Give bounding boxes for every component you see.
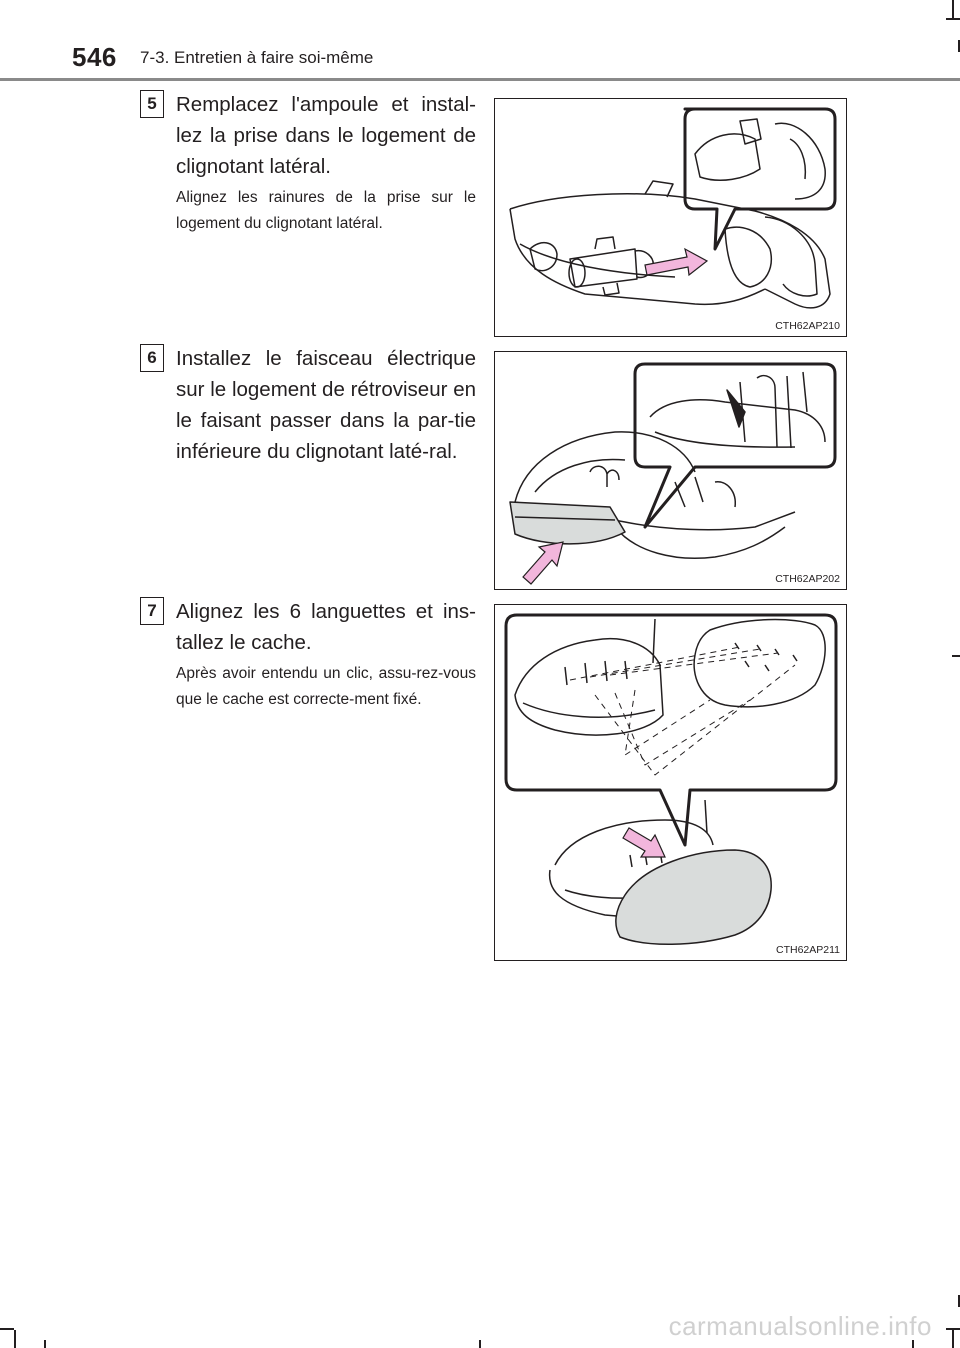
step-number-badge: 7 bbox=[140, 597, 164, 625]
mirror-cover-drawing bbox=[495, 605, 846, 960]
step-note: Alignez les rainures de la prise sur le logement du clignotant latéral. bbox=[176, 189, 476, 232]
illustration-bulb-socket bbox=[494, 98, 847, 337]
step-instruction: Alignez les 6 languettes et ins-tallez le cache. bbox=[176, 600, 476, 654]
step-instruction: Installez le faisceau électrique sur le logement de rétroviseur en le faisant passer dans la par-tie inférieure du clignotant laté-ral. bbox=[176, 347, 476, 463]
crop-mark bbox=[479, 1340, 481, 1348]
figure-code: CTH62AP202 bbox=[775, 573, 840, 585]
step-note: Après avoir entendu un clic, assu-rez-vous que le cache est correcte-ment fixé. bbox=[176, 665, 476, 708]
figure-code: CTH62AP211 bbox=[775, 944, 840, 956]
page-number: 546 bbox=[72, 42, 117, 72]
figure-code: CTH62AP210 bbox=[775, 320, 840, 332]
wiring-harness-drawing bbox=[495, 352, 846, 589]
illustration-wiring-harness bbox=[494, 351, 847, 590]
crop-mark bbox=[952, 1330, 954, 1348]
step-number-badge: 6 bbox=[140, 344, 164, 372]
watermark: carmanualsonline.info bbox=[668, 1311, 932, 1341]
bulb-socket-drawing bbox=[495, 99, 846, 336]
illustration-mirror-cover bbox=[494, 604, 847, 961]
section-title: 7-3. Entretien à faire soi-même bbox=[140, 48, 374, 67]
crop-mark bbox=[946, 18, 960, 20]
crop-mark bbox=[44, 1340, 46, 1348]
crop-mark bbox=[14, 1330, 16, 1348]
crop-mark bbox=[0, 1328, 14, 1330]
header-divider bbox=[0, 78, 960, 81]
crop-mark bbox=[952, 0, 954, 18]
step-number-badge: 5 bbox=[140, 90, 164, 118]
step-instruction: Remplacez l'ampoule et instal-lez la prise dans le logement de clignotant latéral. bbox=[176, 93, 476, 178]
crop-mark bbox=[952, 655, 960, 657]
